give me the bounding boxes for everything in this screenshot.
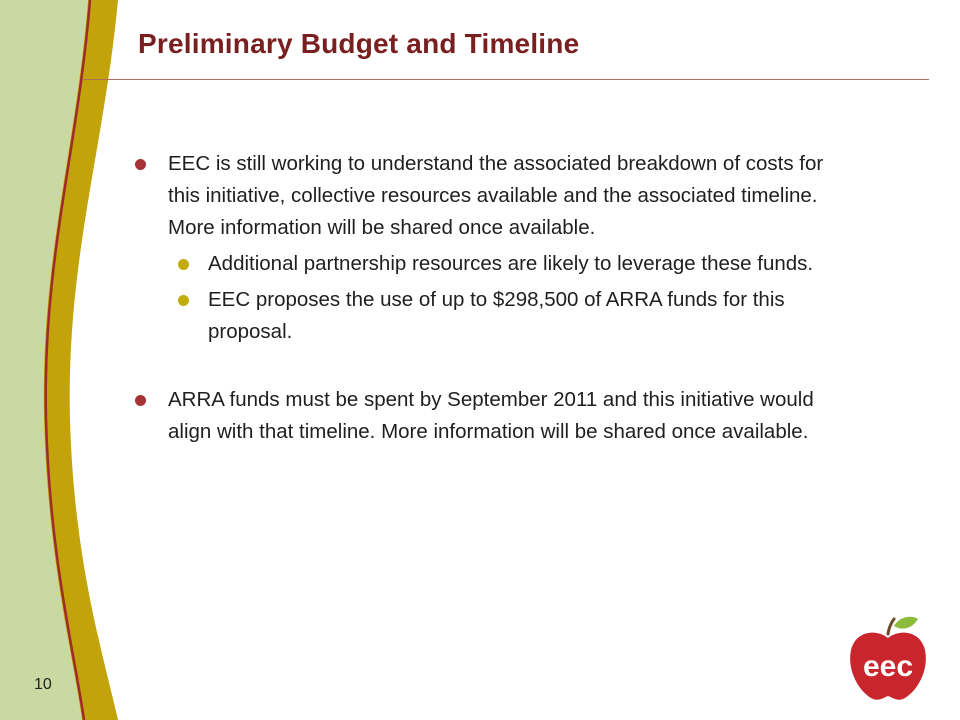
logo-stem [888, 619, 894, 634]
sub-bullet-dot-icon [178, 295, 189, 306]
sub-bullet-text: EEC proposes the use of up to $298,500 of ARRA funds for this proposal. [208, 288, 785, 343]
sub-bullet-item [130, 284, 860, 348]
slide-title: Preliminary Budget and Timeline [138, 28, 580, 59]
bullet-list [130, 148, 860, 448]
bullet-item [130, 148, 860, 244]
logo-text: eec [862, 650, 914, 683]
left-decorative-band [0, 0, 130, 720]
sub-bullet-item [130, 248, 860, 280]
bullet-text: EEC is still working to understand the associated breakdown of costs for this initiative, collective resources available and the associated timeline. More information will be shared once available. [168, 152, 824, 239]
logo-leaf [894, 617, 918, 629]
page-number: 10 [34, 676, 52, 693]
bullet-item [130, 384, 860, 448]
sub-bullet-text: Additional partnership resources are likely to leverage these funds. [208, 252, 814, 275]
title-divider [82, 79, 929, 80]
sub-bullet-dot-icon [178, 259, 189, 270]
bullet-dot-icon [135, 395, 146, 406]
bullet-dot-icon [135, 159, 146, 170]
bullet-text: ARRA funds must be spent by September 2011 and this initiative would align with that timeline. More information will be shared once available. [168, 388, 814, 443]
apple-logo-icon [848, 614, 928, 706]
